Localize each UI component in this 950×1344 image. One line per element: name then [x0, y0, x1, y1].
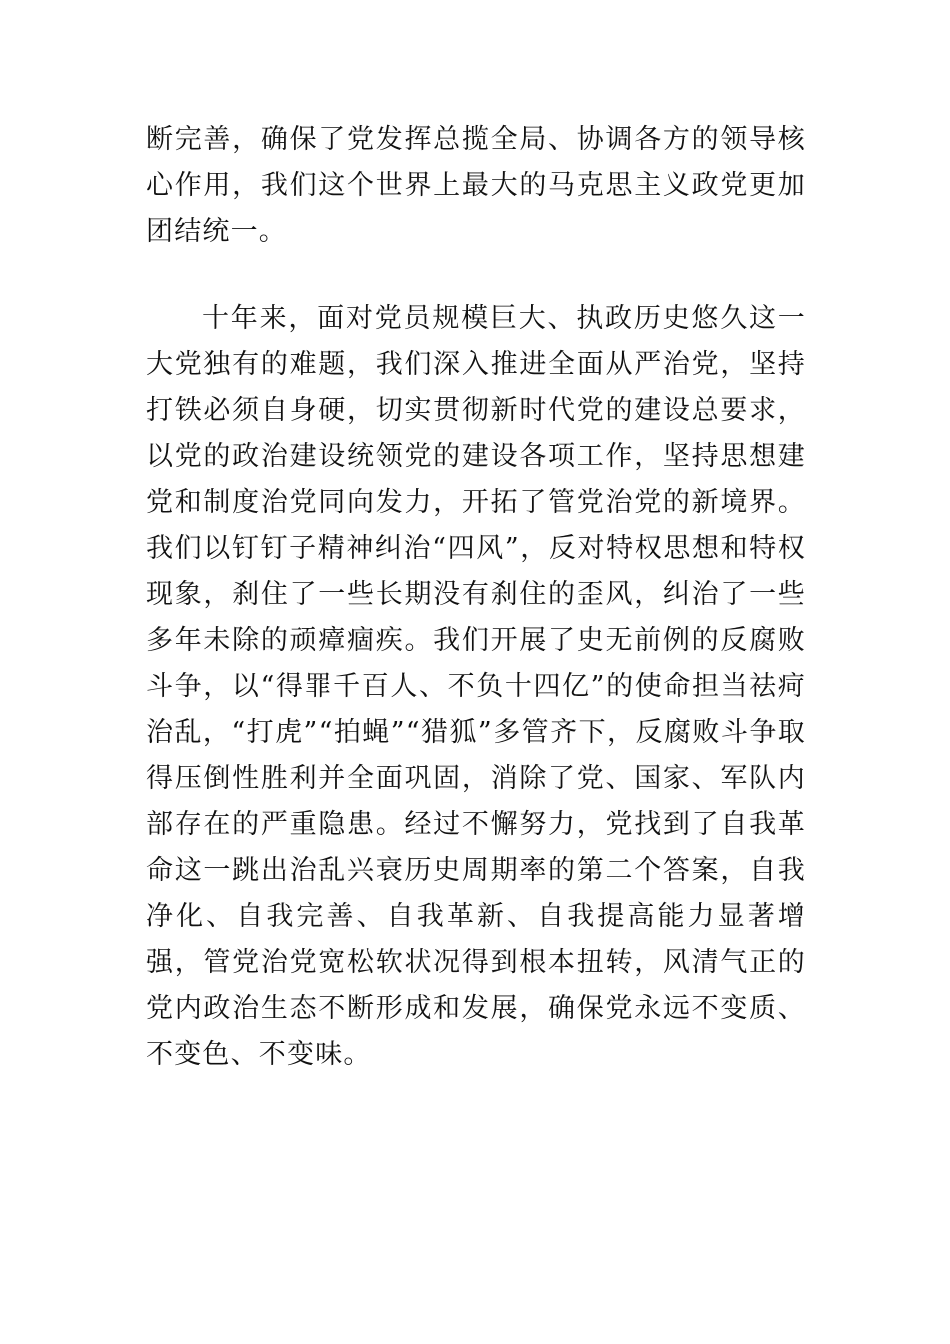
paragraph-continuation: 断完善，确保了党发挥总揽全局、协调各方的领导核心作用，我们这个世界上最大的马克思主义政党更加团结统一。 — [146, 124, 806, 247]
paragraph-ten-years: 十年来，面对党员规模巨大、执政历史悠久这一大党独有的难题，我们深入推进全面从严治党，坚持打铁必须自身硬，切实贯彻新时代党的建设总要求，以党的政治建设统领党的建设各项工作，坚持思想建党和制度治党同向发力，开拓了管党治党的新境界。我们以钉钉子精神纠治“四风”，反对特权思想和特权现象，刹住了一些长期没有刹住的歪风，纠治了一些多年未除的顽瘴痼疾。我们开展了史无前例的反腐败斗争，以“得罪千百人、不负十四亿”的使命担当祛疴治乱，“打虎”“拍蝇”“猎狐”多管齐下，反腐败斗争取得压倒性胜利并全面巩固，消除了党、国家、军队内部存在的严重隐患。经过不懈努力，党找到了自我革命这一跳出治乱兴衰历史周期率的第二个答案，自我净化、自我完善、自我革新、自我提高能力显著增强，管党治党宽松软状况得到根本扭转，风清气正的党内政治生态不断形成和发展，确保党永远不变质、不变色、不变味。 — [146, 303, 806, 1070]
